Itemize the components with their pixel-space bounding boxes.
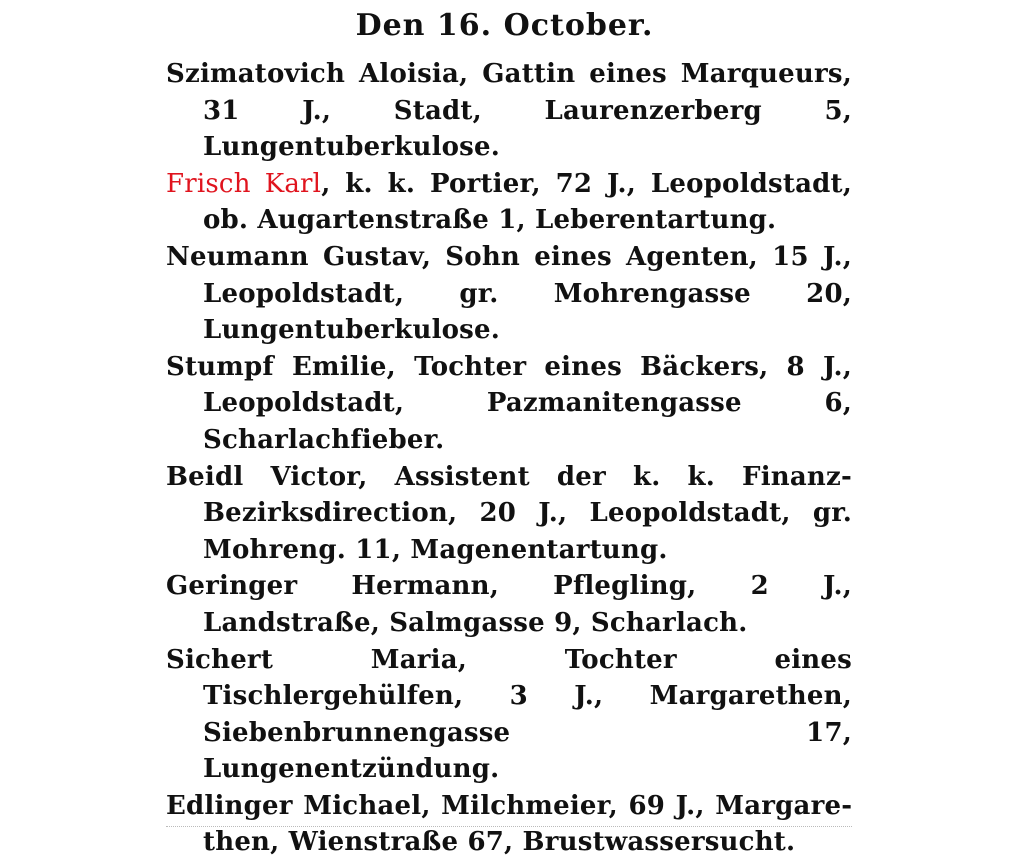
entry-details: , Tochter eines Bäckers, 8 J., Leopoldstadt, Pazmanitengasse 6, Scharlachfieber. [203, 351, 853, 455]
register-entry [166, 642, 852, 788]
entry-details: , Pflegling, 2 J., Landstraße, Salmgasse 9, Scharlach. [203, 571, 852, 638]
death-register-list [166, 56, 852, 861]
entry-details: , Milchmeier, 69 J., Margarethen, Wienstraße 67, Brustwassersucht. [203, 790, 853, 858]
register-entry [166, 166, 852, 239]
register-entry [166, 239, 852, 349]
register-entry [166, 349, 852, 459]
entry-details: , Tochter eines Tischlergehülfen, 3 J., Margarethen, Siebenbrunnengasse 17, Lungenentzündung. [203, 644, 852, 785]
entry-details: , Assistent der k. k. Finanz-Bezirksdirection, 20 J., Leopoldstadt, gr. Mohreng. 11, Magenentartung. [203, 461, 852, 565]
entry-name: Stumpf Emilie [166, 351, 387, 382]
date-heading: Den 16. October. [355, 8, 654, 43]
register-entry [166, 568, 852, 641]
entry-name: Neumann Gustav [166, 241, 422, 272]
entry-name: Geringer Hermann [166, 571, 490, 602]
entry-name: Beidl Victor [166, 461, 359, 492]
entry-name: Szimatovich Aloisia [166, 59, 460, 89]
entry-name: Edlinger Michael [166, 790, 422, 821]
register-entry [166, 56, 852, 166]
entry-name-highlighted: Frisch Karl [166, 168, 322, 199]
register-entry [166, 459, 852, 569]
entry-details: , Gattin eines Marqueurs, 31 J., Stadt, Laurenzerberg 5, Lungentuberkulose. [203, 59, 852, 163]
entry-details: , k. k. Portier, 72 J., Leopoldstadt, ob. Augartenstraße 1, Leberentartung. [203, 168, 852, 236]
entry-name: Sichert Maria [166, 644, 458, 675]
register-entry [166, 788, 852, 861]
entry-details: , Sohn eines Agenten, 15 J., Leopoldstadt, gr. Mohrengasse 20, Lungentuberkulose. [203, 241, 852, 346]
